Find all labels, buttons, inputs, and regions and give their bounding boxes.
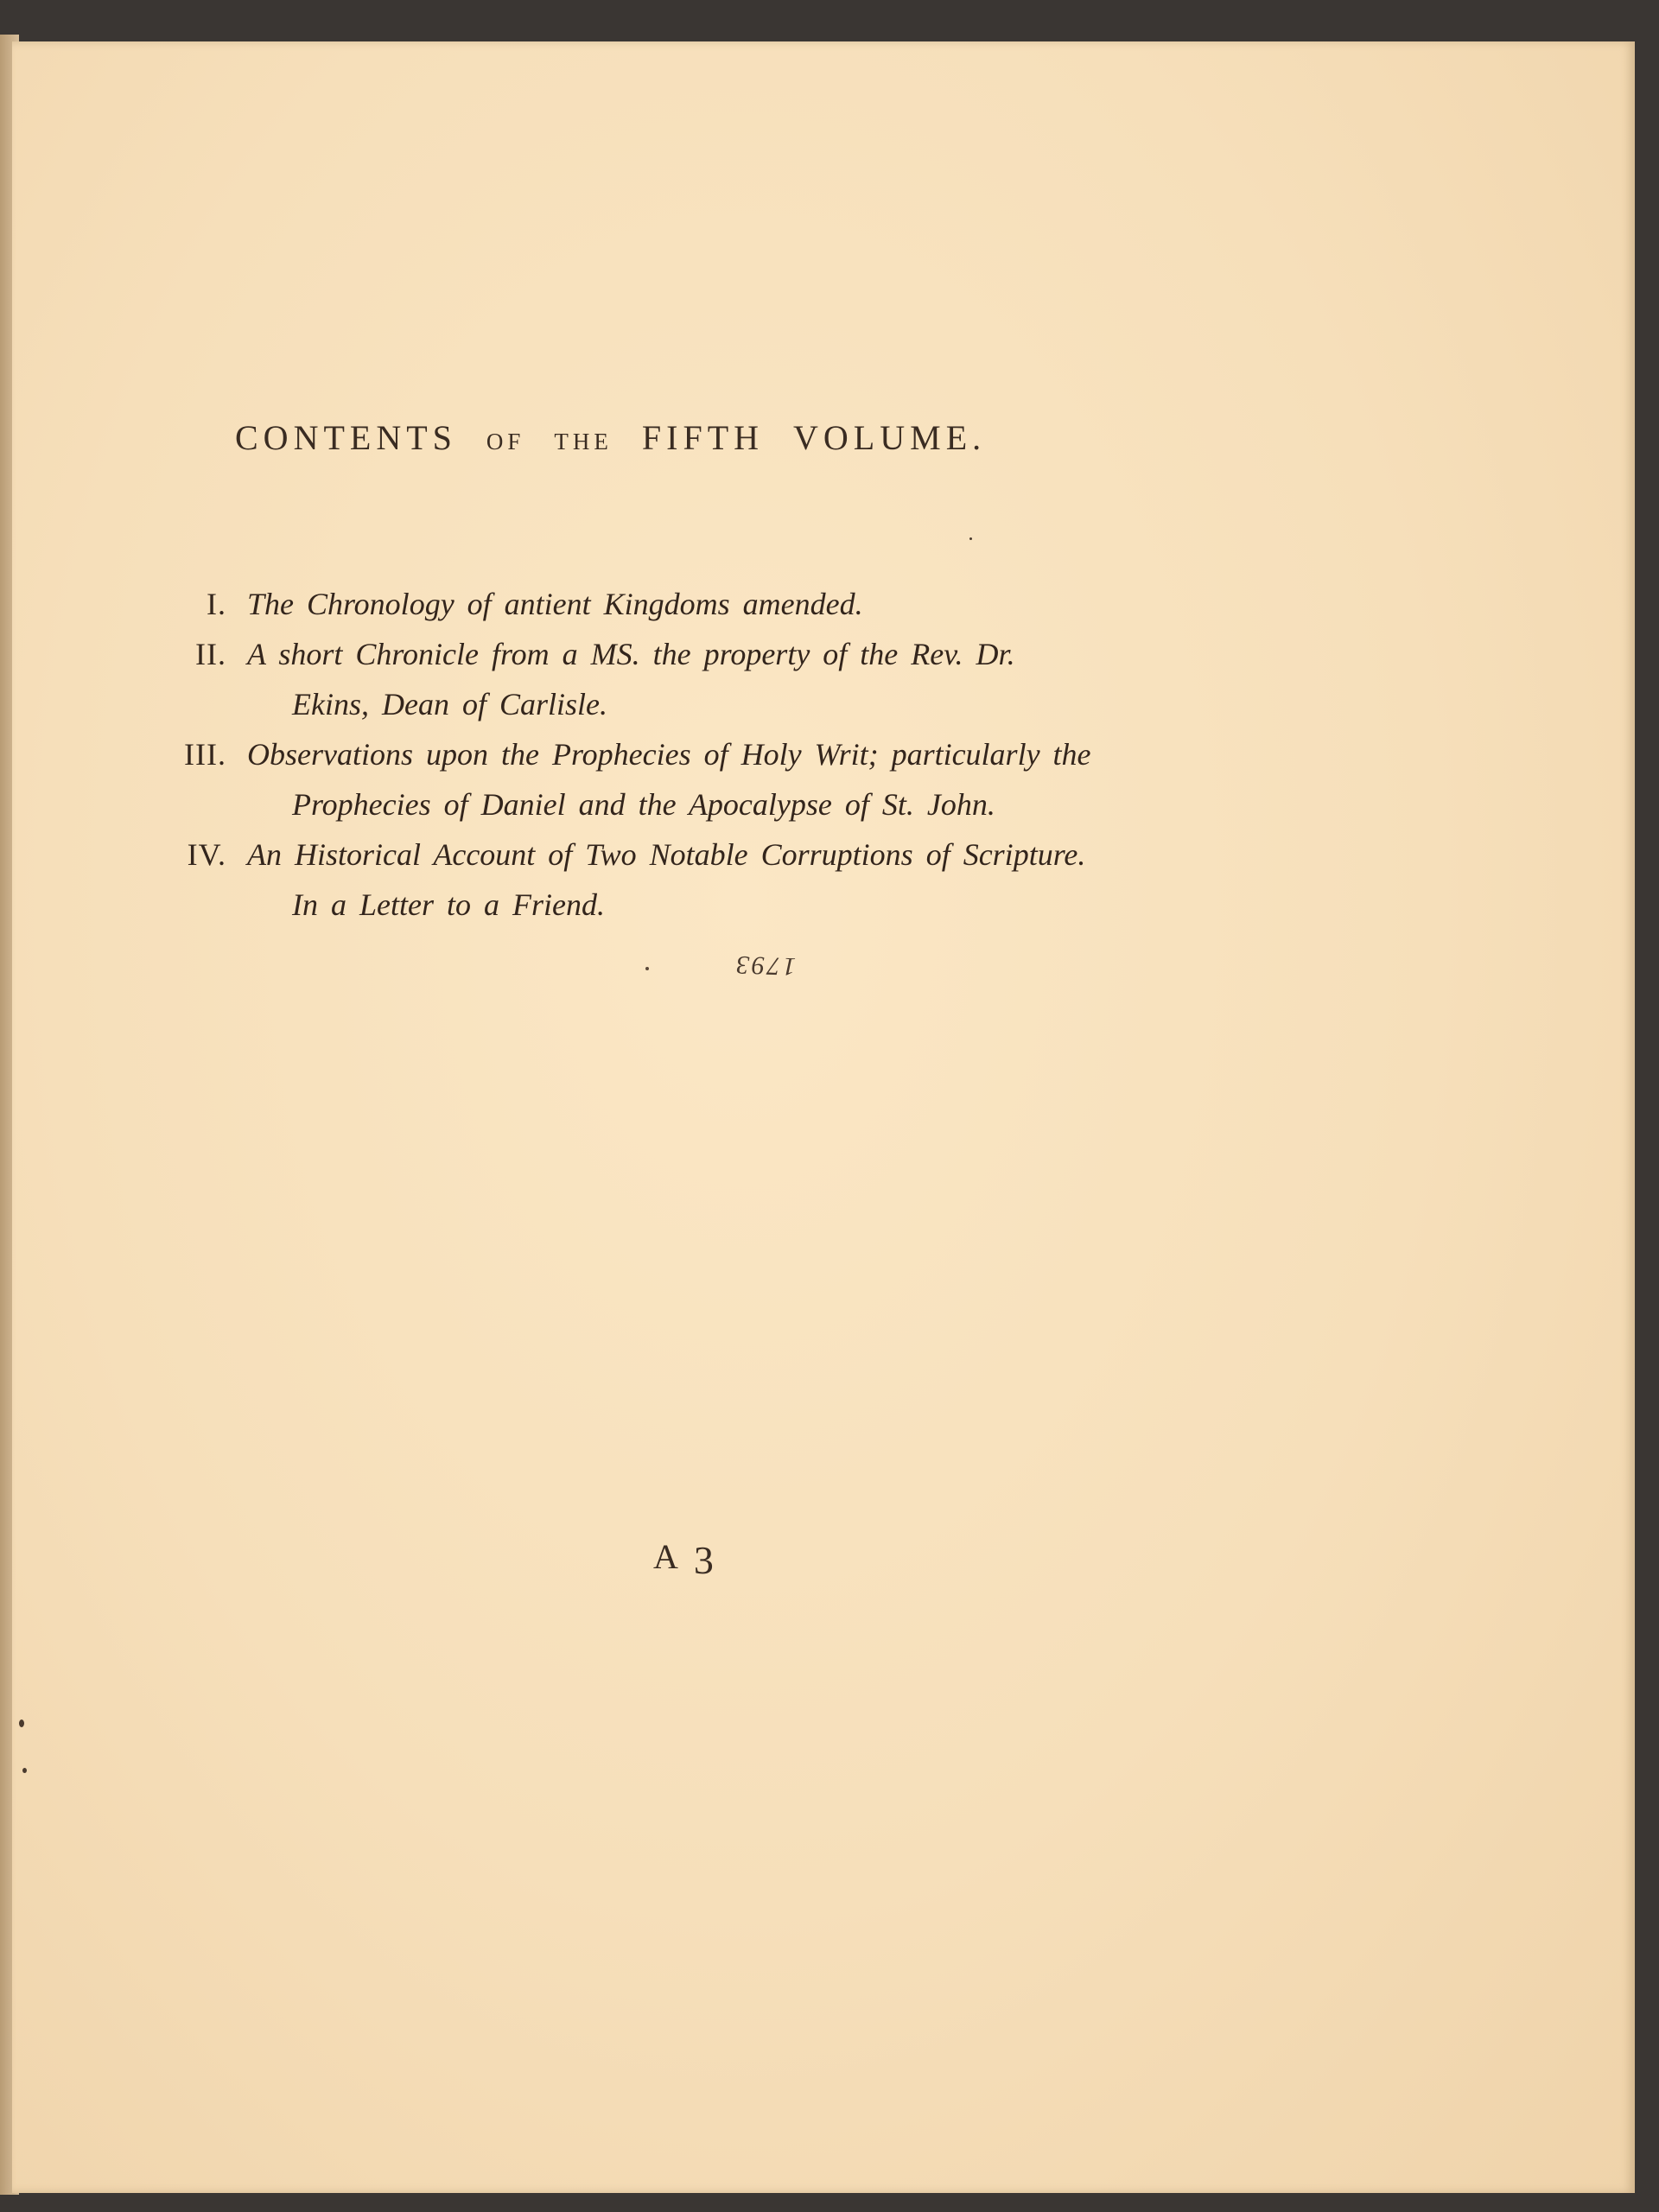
entry-numeral: III.: [184, 737, 226, 772]
entry-title-continuation: Ekins, Dean of Carlisle.: [292, 687, 607, 721]
ink-speck: [969, 537, 972, 540]
entry-title-line: Observations upon the Prophecies of Holy Writ; particularly the: [247, 737, 1091, 772]
heading-word-fifth: FIFTH: [641, 418, 765, 457]
heading-word-volume: VOLUME.: [793, 418, 987, 457]
signature-number: 3: [693, 1538, 729, 1582]
entry-numeral: II.: [195, 637, 226, 671]
contents-heading: [235, 417, 986, 458]
ink-speck: [19, 1719, 24, 1727]
entry-numeral: I.: [207, 587, 226, 621]
heading-word-of: OF: [486, 429, 525, 454]
entry-numeral: IV.: [187, 837, 226, 872]
contents-list: [150, 579, 1222, 930]
handwritten-year-note: 1793: [733, 950, 797, 982]
entry-title-continuation: Prophecies of Daniel and the Apocalypse of St. John.: [292, 787, 995, 822]
entry-title-line: The Chronology of antient Kingdoms amended.: [247, 587, 863, 621]
printer-signature-mark: [653, 1532, 729, 1582]
book-page: [12, 41, 1635, 2193]
contents-entry-1: [150, 579, 1222, 629]
entry-title-line: An Historical Account of Two Notable Corruptions of Scripture.: [247, 837, 1086, 872]
entry-title-continuation: In a Letter to a Friend.: [292, 887, 605, 922]
contents-entry-2: [150, 629, 1222, 729]
ink-dot: [645, 967, 649, 970]
signature-letter: A: [653, 1537, 694, 1576]
contents-entry-4: [150, 830, 1222, 930]
contents-entry-3: [150, 729, 1222, 830]
ink-speck: [22, 1768, 27, 1773]
heading-word-the: THE: [554, 429, 613, 454]
heading-word-contents: CONTENTS: [235, 418, 457, 457]
entry-title-line: A short Chronicle from a MS. the property of the Rev. Dr.: [247, 637, 1015, 671]
